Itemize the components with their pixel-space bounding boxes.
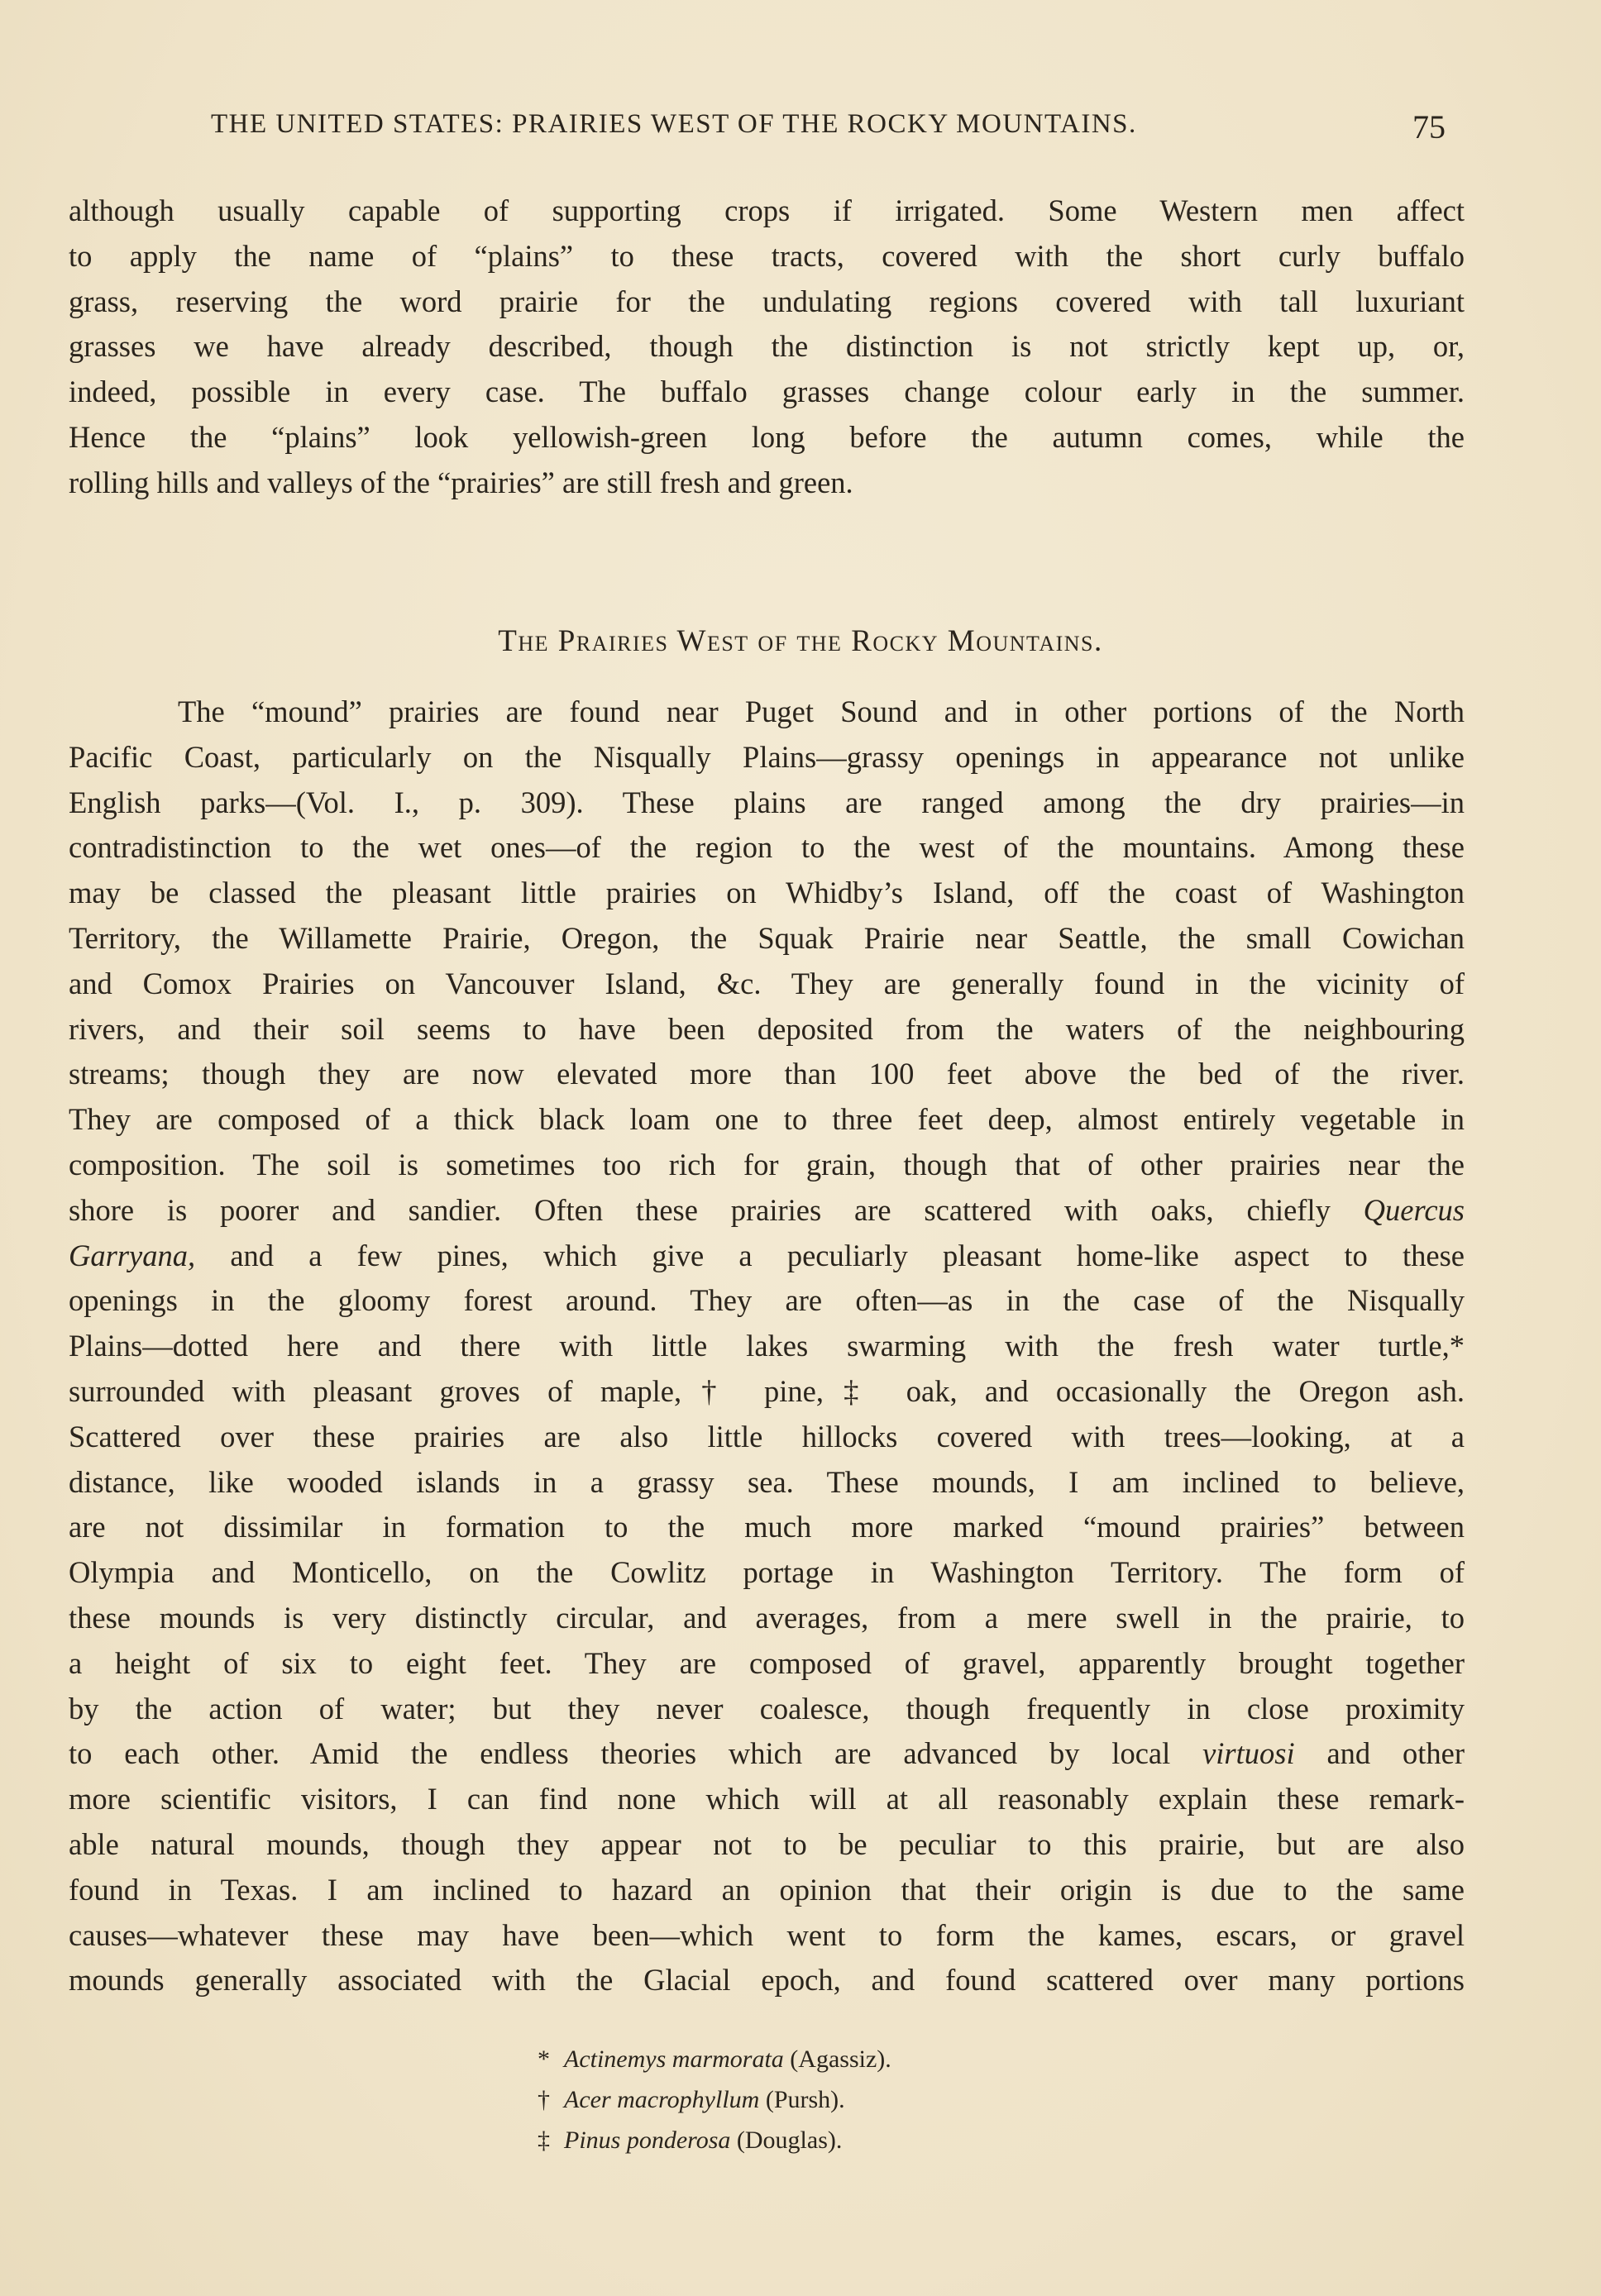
italic-word: virtuosi (1202, 1736, 1295, 1771)
text-line: and Comox Prairies on Vancouver Island, &c. They are generally found in the vicinity of (69, 966, 1465, 1000)
footnote-authority: (Douglas). (736, 2127, 843, 2154)
text-line: Plains—dotted here and there with little lakes swarming with the fresh water turtle,* (69, 1329, 1465, 1363)
text-line: to apply the name of “plains” to these tracts, covered with the short curly buffalo (69, 238, 1465, 273)
text-segment: and other (1326, 1736, 1465, 1771)
text-line: Olympia and Monticello, on the Cowlitz portage in Washington Territory. The form of (69, 1555, 1465, 1590)
text-line: rolling hills and valleys of the “prairies” are still fresh and green. (69, 465, 853, 499)
text-line: Hence the “plains” look yellowish-green long before the autumn comes, while the (69, 419, 1465, 454)
text-line: Pacific Coast, particularly on the Nisqually Plains—grassy openings in appearance not unlike (69, 739, 1465, 774)
text-line: may be classed the pleasant little prairies on Whidby’s Island, off the coast of Washington (69, 876, 1465, 910)
text-line: are not dissimilar in formation to the much more marked “mound prairies” between (69, 1510, 1465, 1544)
footnote-species: Pinus ponderosa (564, 2127, 731, 2154)
footnote (538, 2039, 891, 2079)
text-line: English parks—(Vol. I., p. 309). These plains are ranged among the dry prairies—in (69, 785, 1465, 819)
footnote-species: Acer macrophyllum (564, 2086, 760, 2113)
footnote-mark: ‡ (538, 2127, 550, 2154)
text-line: surrounded with pleasant groves of maple,† pine,‡ oak, and occasionally the Oregon ash. (69, 1373, 1465, 1408)
page-number: 75 (1412, 108, 1446, 146)
text-line: although usually capable of supporting crops if irrigated. Some Western men affect (69, 193, 1465, 227)
text-line: more scientific visitors, I can find none which will at all reasonably explain these remark- (69, 1782, 1465, 1816)
text-line: by the action of water; but they never coalesce, though frequently in close proximity (69, 1691, 1465, 1726)
footnotes (538, 2039, 891, 2160)
text-line: streams; though they are now elevated more than 100 feet above the bed of the river. (69, 1057, 1465, 1091)
text-segment: to each other. Amid the endless theories which are advanced by local (69, 1736, 1171, 1771)
footnote-authority: (Agassiz). (790, 2045, 891, 2073)
text-line: indeed, possible in every case. The buffalo grasses change colour early in the summer. (69, 375, 1465, 409)
text-line: grasses we have already described, though the distinction is not strictly kept up, or, (69, 329, 1465, 364)
footnote-mark: † (538, 2086, 550, 2113)
text-line: distance, like wooded islands in a grassy sea. These mounds, I am inclined to believe, (69, 1464, 1465, 1499)
section-paragraph (69, 690, 1465, 2003)
text-line: The “mound” prairies are found near Puget Sound and in other portions of the North (178, 695, 1465, 728)
text-segment: shore is poorer and sandier. Often these prairies are scattered with oaks, chiefly (69, 1192, 1331, 1227)
section-heading: The Prairies West of the Rocky Mountains. (498, 624, 1103, 658)
text-line: contradistinction to the wet ones—of the region to the west of the mountains. Among these (69, 830, 1465, 865)
running-title: THE UNITED STATES: PRAIRIES WEST OF THE ROCKY MOUNTAINS. (211, 109, 1137, 139)
text-line: They are composed of a thick black loam one to three feet deep, almost entirely vegetable in (69, 1102, 1465, 1137)
text-line: a height of six to eight feet. They are composed of gravel, apparently brought together (69, 1645, 1465, 1680)
footnote-species: Actinemys marmorata (564, 2045, 784, 2073)
text-line: Scattered over these prairies are also little hillocks covered with trees—looking, at a (69, 1419, 1465, 1453)
text-line: openings in the gloomy forest around. They are often—as in the case of the Nisqually (69, 1283, 1465, 1318)
text-line: these mounds is very distinctly circular, and averages, from a mere swell in the prairie, to (69, 1600, 1465, 1635)
text-line: rivers, and their soil seems to have been deposited from the waters of the neighbouring (69, 1011, 1465, 1046)
text-line: Territory, the Willamette Prairie, Oregon, the Squak Prairie near Seattle, the small Cowichan (69, 920, 1465, 955)
text-line (69, 1731, 1465, 1777)
italic-species-name: Quercus (1363, 1192, 1465, 1227)
text-line: able natural mounds, though they appear not to be peculiar to this prairie, but are also (69, 1826, 1465, 1861)
footnote (538, 2079, 891, 2120)
text-line: mounds generally associated with the Glacial epoch, and found scattered over many portions (69, 1963, 1465, 1998)
footnote-authority: (Pursh). (765, 2086, 845, 2113)
continued-paragraph (69, 189, 1465, 506)
footnote (538, 2120, 891, 2160)
footnote-mark: * (538, 2045, 550, 2073)
text-line: composition. The soil is sometimes too rich for grain, though that of other prairies near the (69, 1147, 1465, 1181)
text-line: grass, reserving the word prairie for the undulating regions covered with tall luxuriant (69, 284, 1465, 318)
text-line (69, 1188, 1465, 1234)
italic-species-name: Garryana, (69, 1238, 196, 1272)
text-line: causes—whatever these may have been—which went to form the kames, escars, or gravel (69, 1917, 1465, 1952)
text-segment: and a few pines, which give a peculiarly pleasant home-like aspect to these (230, 1238, 1465, 1272)
text-line (69, 1234, 1465, 1279)
text-line: found in Texas. I am inclined to hazard an opinion that their origin is due to the same (69, 1872, 1465, 1907)
